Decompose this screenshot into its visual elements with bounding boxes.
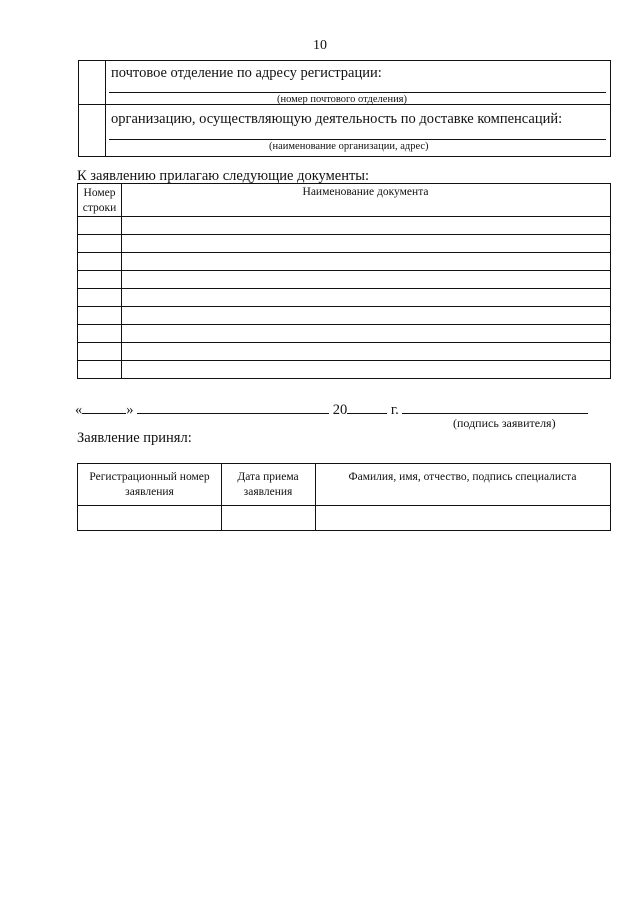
applicant-signature-caption: (подпись заявителя) — [453, 416, 556, 430]
documents-table — [77, 183, 611, 379]
document-name-header: Наименование документа — [302, 186, 429, 198]
registration-number-header: Регистрационный номер заявления — [89, 471, 210, 498]
table-row[interactable] — [78, 360, 610, 361]
year-suffix: г. — [390, 402, 399, 418]
table-row[interactable] — [78, 252, 610, 253]
year-field[interactable] — [347, 399, 387, 414]
page-number: 10 — [313, 38, 327, 53]
table-row[interactable] — [78, 288, 610, 289]
post-office-number-caption: (номер почтового отделения) — [277, 94, 408, 105]
table-row[interactable] — [78, 216, 610, 217]
post-office-number-field[interactable] — [109, 92, 606, 93]
delivery-org-field[interactable] — [109, 139, 606, 140]
year-prefix: 20 — [332, 402, 348, 418]
quote-close: » — [126, 402, 134, 418]
application-accepted-label: Заявление принял: — [77, 430, 192, 446]
applicant-signature-field[interactable] — [402, 399, 588, 414]
table-row[interactable] — [78, 270, 610, 271]
day-field[interactable] — [82, 399, 126, 414]
month-field[interactable] — [137, 399, 329, 414]
table-row[interactable] — [78, 324, 610, 325]
acceptance-date-header: Дата приема заявления — [237, 471, 299, 498]
delivery-org-caption: (наименование организации, адрес) — [269, 141, 429, 152]
acceptance-date-cell[interactable] — [222, 506, 315, 531]
specialist-name-header: Фамилия, имя, отчество, подпись специалиста — [348, 471, 577, 483]
acceptance-table — [77, 463, 611, 531]
table-row[interactable] — [78, 306, 610, 307]
registration-number-cell[interactable] — [78, 506, 221, 531]
option-delivery-org-label: организацию, осуществляющую деятельность по доставке компенсаций: — [111, 111, 563, 127]
row-number-header: Номер строки — [82, 187, 117, 214]
specialist-name-cell[interactable] — [316, 506, 610, 531]
documents-heading: К заявлению прилагаю следующие документы: — [77, 168, 370, 184]
option-checkbox-column — [79, 61, 106, 156]
quote-open: « — [75, 402, 83, 418]
option-post-office-label: почтовое отделение по адресу регистрации: — [111, 65, 382, 81]
table-row[interactable] — [78, 342, 610, 343]
delivery-options-table — [78, 60, 611, 157]
table-row[interactable] — [78, 234, 610, 235]
